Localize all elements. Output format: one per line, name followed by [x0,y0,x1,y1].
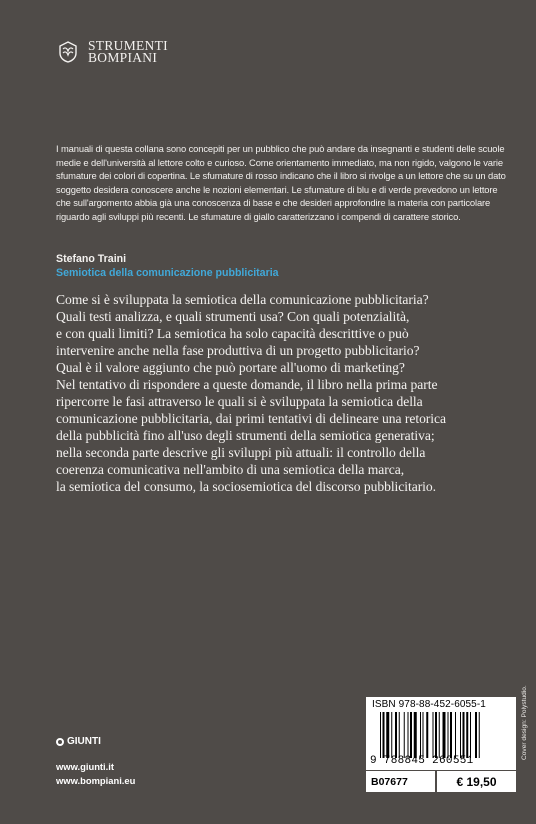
description-line: della pubblicità fino all'uso degli strumenti della semiotica generativa; [56,428,435,443]
barcode-bar [420,712,421,758]
barcode-bar [395,712,397,758]
book-description [56,291,516,495]
barcode-bar [399,712,400,758]
barcode-bar [386,712,389,758]
barcode-bar [383,712,385,758]
isbn: ISBN 978-88-452-6055-1 [372,699,486,710]
barcode-bar [455,712,456,758]
series-intro [56,142,516,224]
author-name: Stefano Traini [56,253,127,265]
barcode-bar [439,712,440,758]
description-line: coerenza comunicativa nell'ambito di una semiotica della marca, [56,462,405,477]
description-line: Quali testi analizza, e quali strumenti usa? Con quali potenzialità, [56,309,410,324]
description-line: nella seconda parte descrive gli sviluppi più attuali: il controllo della [56,445,426,460]
barcode-bar [466,712,468,758]
giunti-mark-icon [56,738,64,746]
giunti-name: GIUNTI [67,736,101,747]
brand-line-2: BOMPIANI [88,50,158,65]
logo-text [88,40,168,64]
barcode-bar [479,712,480,758]
barcode-bar [460,712,461,758]
barcode-bar [435,712,437,758]
description-line: Nel tentativo di rispondere a queste domande, il libro nella prima parte [56,377,438,392]
barcode-number: 9 788845 260551 [370,755,474,767]
bompiani-logo-icon [56,40,80,64]
barcode-bar [433,712,434,758]
bompiani-url[interactable]: www.bompiani.eu [56,775,136,786]
cover-credit: Cover design: Polystudio. [521,685,528,760]
barcode-bar [443,712,446,758]
description-line: Come si è sviluppata la semiotica della comunicazione pubblicitaria? [56,292,429,307]
barcode-bar [448,712,449,758]
description-line: la semiotica del consumo, la sociosemiotica del discorso pubblicitario. [56,479,437,494]
price: € 19,50 [437,771,516,792]
publisher-logo [56,40,168,64]
giunti-logo [56,736,101,747]
barcode-bar [410,712,412,758]
description-line: intervenire anche nella fase produttiva di un progetto pubblicitario? [56,343,420,358]
barcode-bar [450,712,452,758]
barcode-bar [408,712,409,758]
intro-line: medie e dell'università al lettore colto e curioso. Come orientamento immediato, ma non rigido, valgono le varie [56,156,503,168]
intro-line: sfumature dei colori di copertina. Le sfumature di rosso indicano che il libro si rivolge a un lettore che su un dato [56,170,506,182]
barcode-icon [380,712,508,758]
barcode-bar [391,712,392,758]
product-code: B07677 [366,771,435,792]
barcode-box [366,697,516,770]
brand-line-1: STRUMENTI [88,38,168,53]
giunti-url[interactable]: www.giunti.it [56,761,114,772]
barcode-bar [380,712,381,758]
intro-line: che sull'argomento abbia già una conoscenza di base e che desideri approfondire la materia con particolare [56,197,491,209]
barcode-bar [463,712,465,758]
description-line: e con quali limiti? La semiotica ha solo capacità descrittive o può [56,326,409,341]
barcode-bar [470,712,471,758]
book-title: Semiotica della comunicazione pubblicitaria [56,267,279,279]
barcode-bar [404,712,405,758]
description-line: ripercorre le fasi attraverso le quali si è sviluppata la semiotica della [56,394,423,409]
barcode-bar [475,712,477,758]
description-line: Qual è il valore aggiunto che può portare all'uomo di marketing? [56,360,405,375]
barcode-bar [414,712,417,758]
intro-line: riguardo agli sviluppi più recenti. Le sfumature di giallo caratterizzano i compendi di carattere storico. [56,210,461,222]
intro-line: I manuali di questa collana sono concepiti per un pubblico che può andare da insegnanti e studenti delle scuole [56,143,505,154]
barcode-bar [423,712,424,758]
intro-line: soggetto desidera conoscere anche le nozioni elementari. Le sfumature di blu e di verde prevedono un lettore [56,183,498,195]
barcode-bar [426,712,428,758]
description-line: comunicazione pubblicitaria, dai primi tentativi di delineare una retorica [56,411,446,426]
